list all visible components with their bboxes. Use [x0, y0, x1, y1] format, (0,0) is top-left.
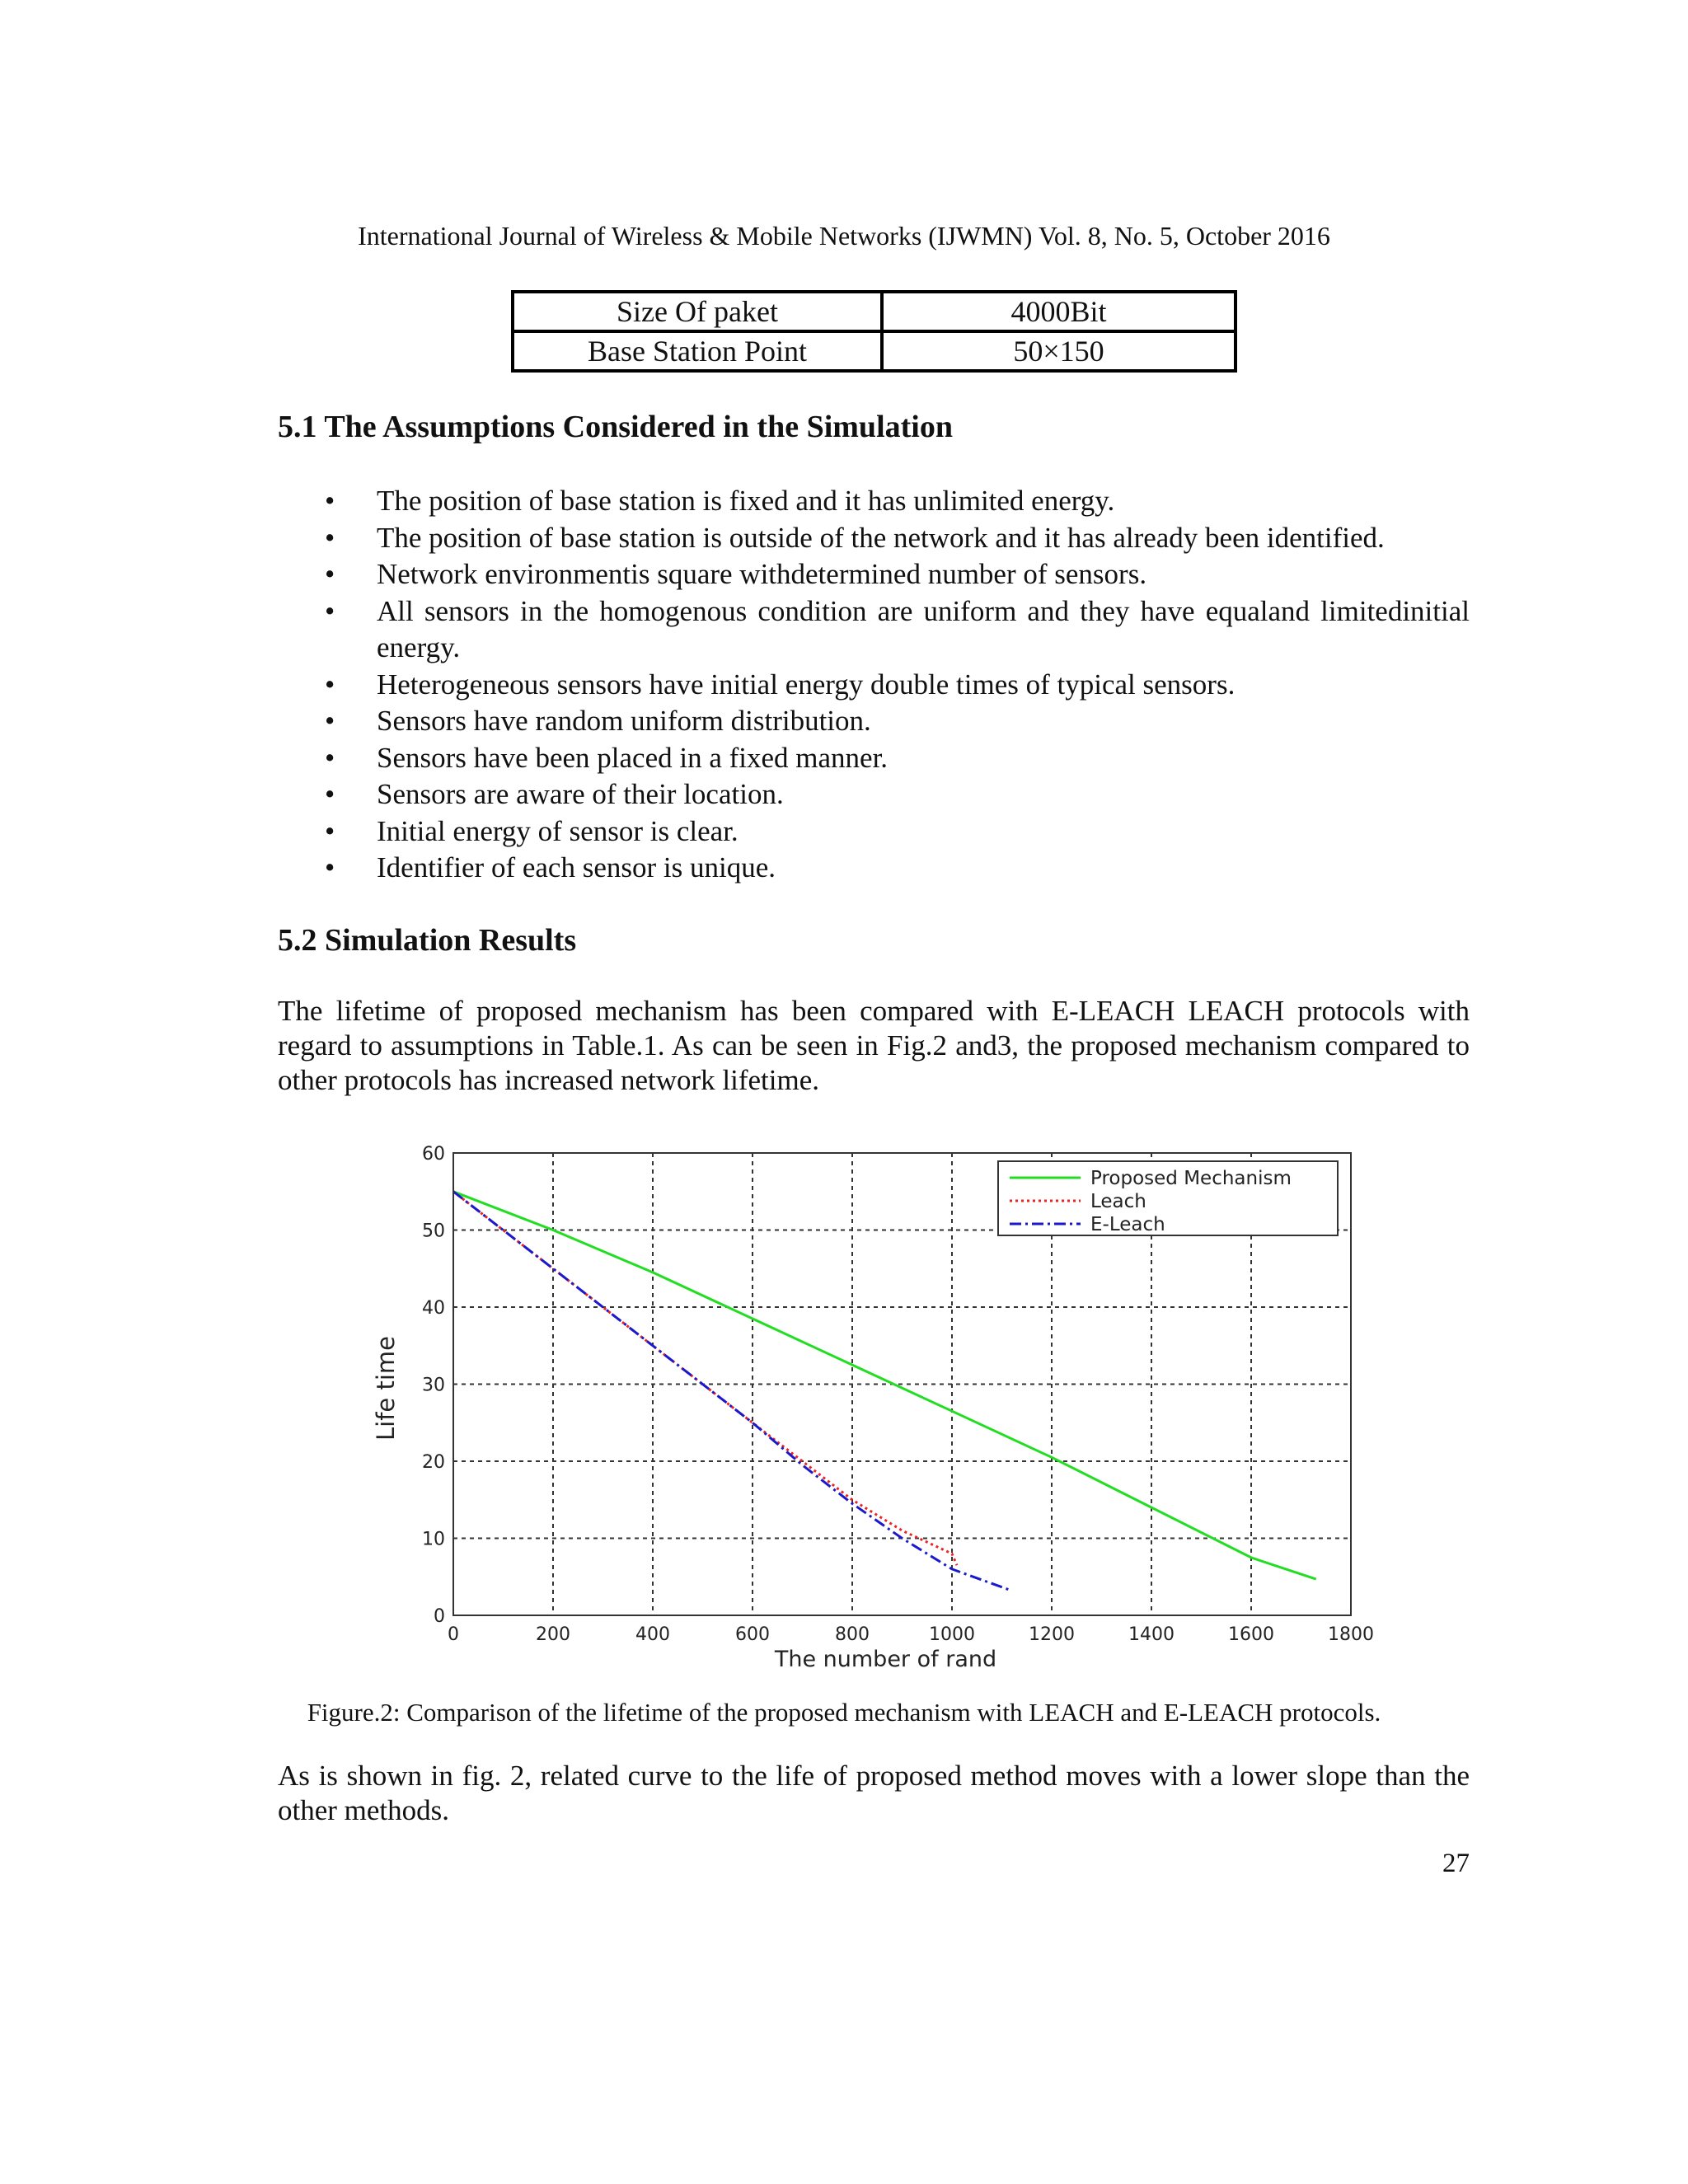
- list-item: • Sensors are aware of their location.: [278, 776, 1470, 813]
- chart-legend: [998, 1161, 1338, 1235]
- list-item: • Sensors have been placed in a fixed manner.: [278, 740, 1470, 777]
- x-tick-label: 0: [448, 1624, 459, 1645]
- list-item: • The position of base station is outside of the network and it has already been identified.: [278, 520, 1470, 557]
- running-header: International Journal of Wireless & Mobile Networks (IJWMN) Vol. 8, No. 5, October 2016: [358, 221, 1330, 251]
- x-tick-label: 1400: [1128, 1624, 1175, 1645]
- table-cell: Base Station Point: [513, 331, 882, 371]
- bullet-icon: •: [325, 594, 335, 627]
- x-tick-label: 1800: [1328, 1624, 1374, 1645]
- y-tick-label: 20: [422, 1452, 445, 1473]
- y-axis-label: Life time: [372, 1335, 400, 1441]
- bullet-icon: •: [325, 851, 335, 883]
- x-tick-label: 400: [635, 1624, 670, 1645]
- table-cell: Size Of paket: [513, 292, 882, 331]
- bullet-icon: •: [325, 485, 335, 517]
- bullet-icon: •: [325, 668, 335, 701]
- bullet-icon: •: [325, 558, 335, 590]
- results-paragraph: The lifetime of proposed mechanism has been compared with E-LEACH LEACH protocols with regard to assumptions in Table.1. As can be seen in Fig.2 and3, the proposed mechanism compared to other protocols has increased network lifetime.: [278, 995, 1470, 1096]
- y-tick-label: 10: [422, 1529, 445, 1550]
- page-number: 27: [1442, 1849, 1470, 1878]
- x-tick-label: 800: [835, 1624, 870, 1645]
- y-tick-label: 0: [434, 1606, 445, 1627]
- assumptions-list: [278, 483, 1470, 887]
- list-item: • Network environmentis square withdetermined number of sensors.: [278, 556, 1470, 593]
- list-item: • Initial energy of sensor is clear.: [278, 813, 1470, 851]
- section-heading-results: 5.2 Simulation Results: [278, 923, 577, 958]
- y-tick-label: 50: [422, 1221, 445, 1242]
- section-heading-assumptions: 5.1 The Assumptions Considered in the Simulation: [278, 410, 953, 444]
- x-tick-label: 1000: [929, 1624, 975, 1645]
- bullet-icon: •: [325, 814, 335, 847]
- series-line-e-leach: [453, 1192, 1012, 1591]
- list-item: • Heterogeneous sensors have initial energy double times of typical sensors.: [278, 667, 1470, 704]
- table-cell: 4000Bit: [882, 292, 1236, 331]
- x-tick-label: 1600: [1228, 1624, 1274, 1645]
- x-axis-label: The number of rand: [774, 1647, 997, 1669]
- x-tick-label: 200: [536, 1624, 570, 1645]
- list-item: • Sensors have random uniform distribution.: [278, 703, 1470, 740]
- list-item: • All sensors in the homogenous condition are uniform and they have equaland limitedinitial energy.: [325, 594, 1470, 663]
- x-tick-label: 600: [735, 1624, 770, 1645]
- bullet-icon: •: [325, 741, 335, 774]
- closing-paragraph: As is shown in fig. 2, related curve to the life of proposed method moves with a lower slope than the other methods.: [278, 1760, 1470, 1826]
- list-item: • The position of base station is fixed and it has unlimited energy.: [278, 483, 1470, 520]
- lifetime-chart: [363, 1133, 1385, 1669]
- bullet-icon: •: [325, 778, 335, 810]
- legend-label: Leach: [1090, 1191, 1146, 1212]
- legend-label: E-Leach: [1090, 1214, 1165, 1235]
- y-tick-label: 30: [422, 1375, 445, 1396]
- y-tick-label: 60: [422, 1144, 445, 1165]
- figure-caption: Figure.2: Comparison of the lifetime of the proposed mechanism with LEACH and E-LEACH protocols.: [307, 1698, 1381, 1727]
- bullet-icon: •: [325, 521, 335, 554]
- table-cell: 50×150: [882, 331, 1236, 371]
- x-tick-label: 1200: [1029, 1624, 1075, 1645]
- bullet-icon: •: [325, 705, 335, 737]
- parameters-table: [511, 290, 1237, 373]
- table-row: [513, 331, 1236, 371]
- chart-series: [453, 1192, 1316, 1591]
- y-tick-label: 40: [422, 1298, 445, 1319]
- legend-label: Proposed Mechanism: [1090, 1168, 1292, 1189]
- list-item: • Identifier of each sensor is unique.: [278, 850, 1470, 887]
- table-row: [513, 292, 1236, 331]
